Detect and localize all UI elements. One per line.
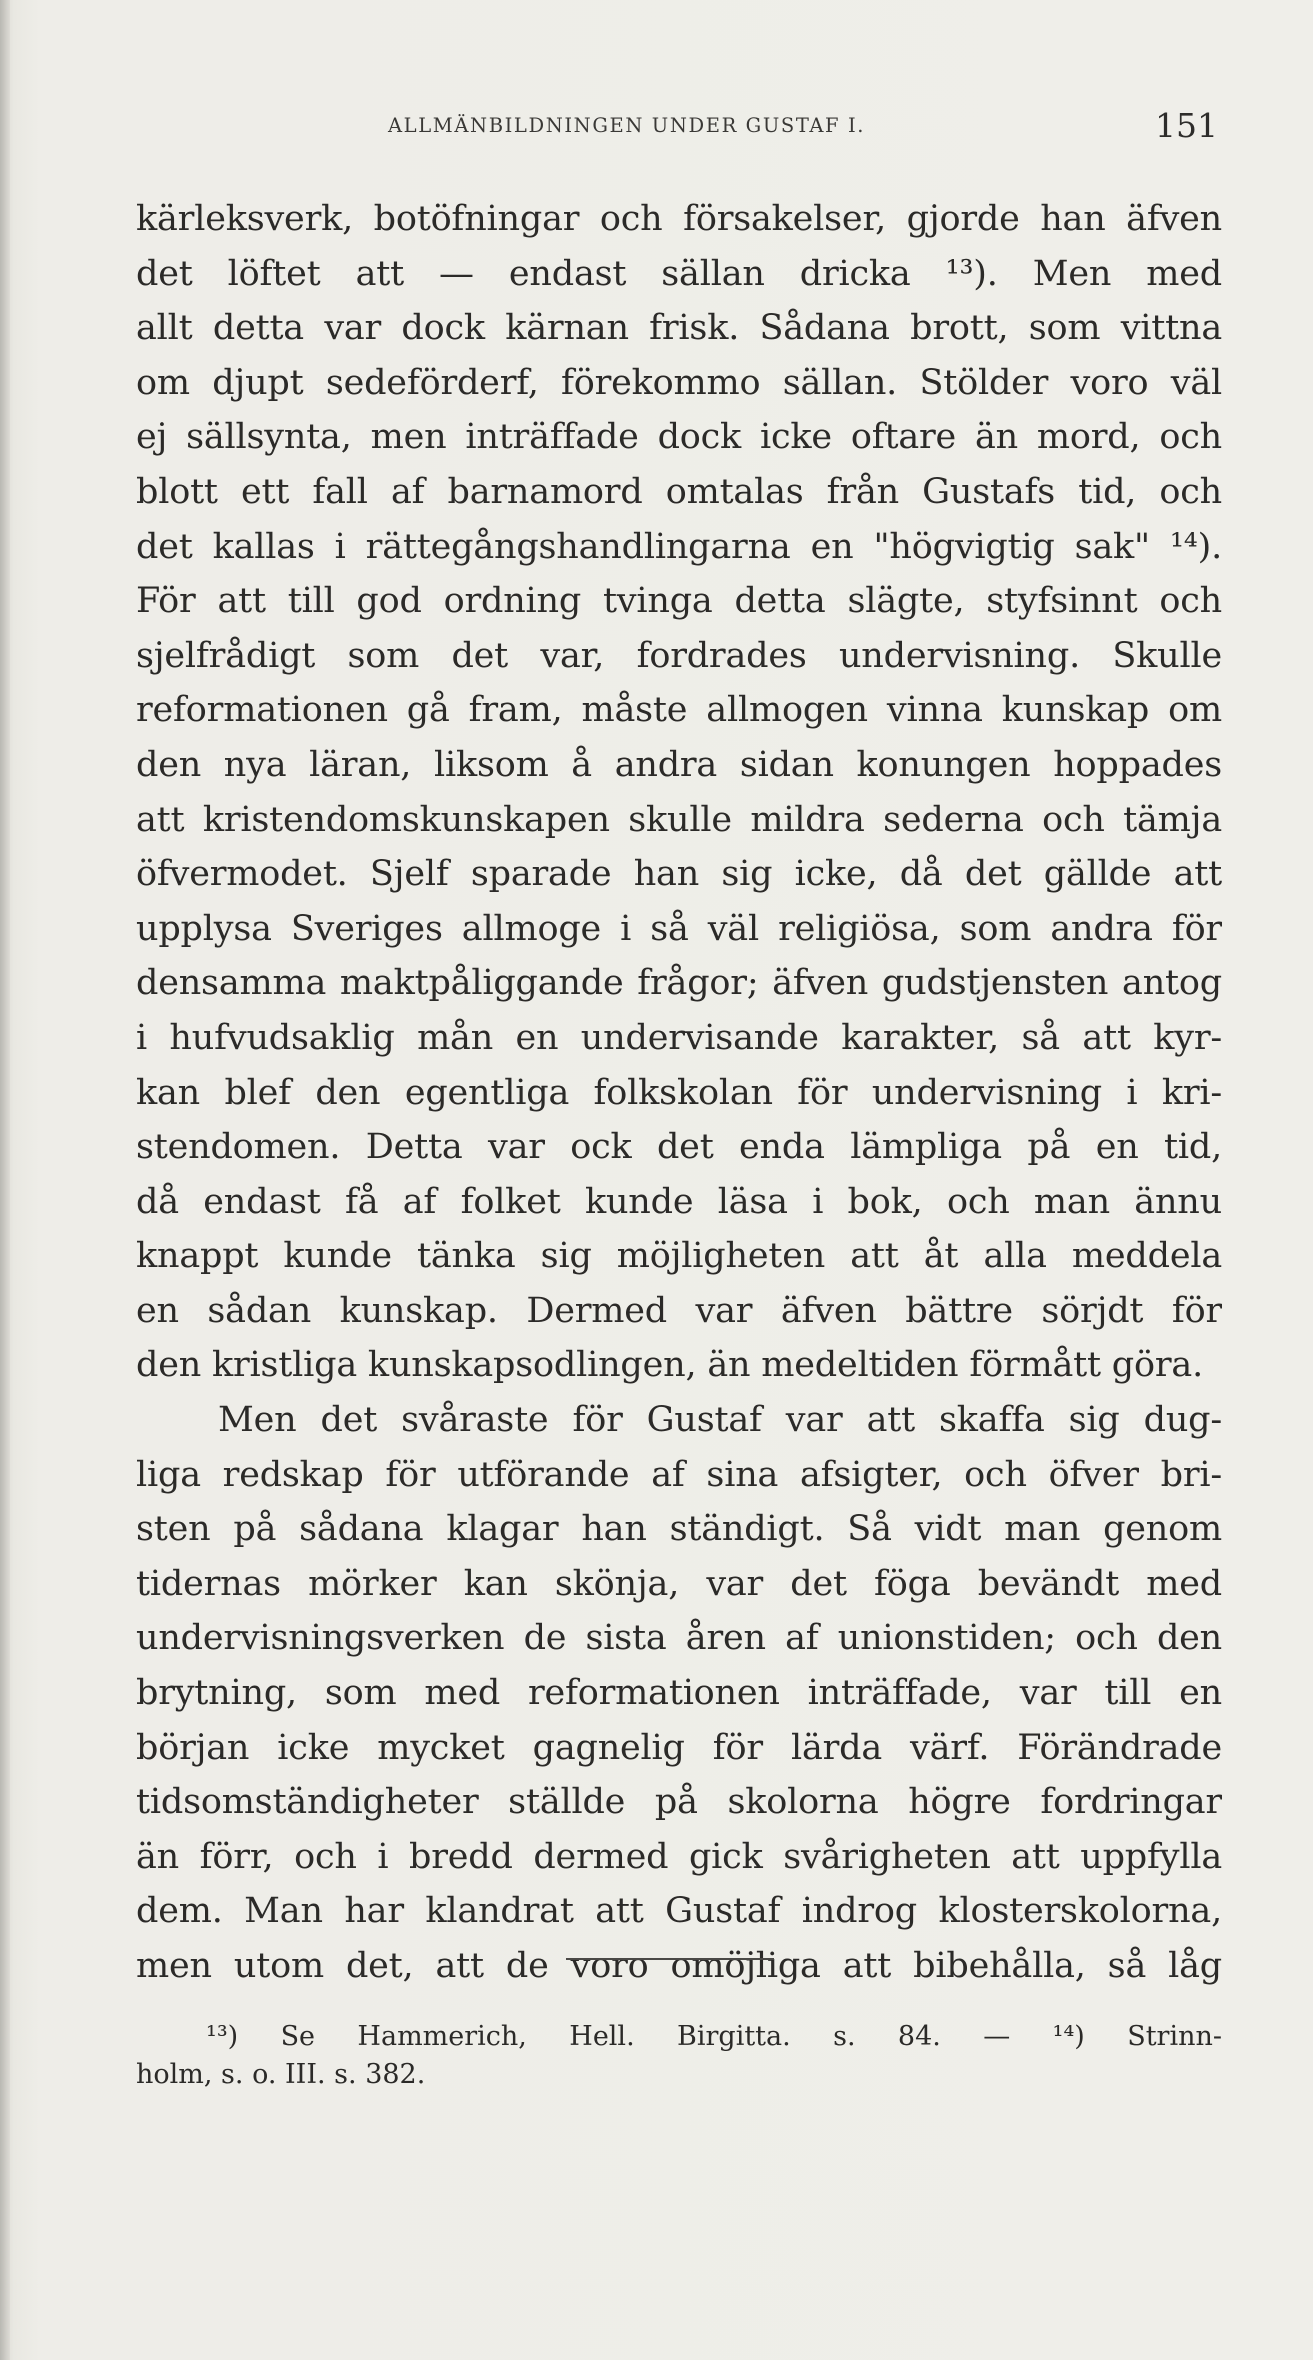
text-line-paragraph-start: Men det svåraste för Gustaf var att skaffa sig dug- — [218, 1400, 1222, 1441]
text-line: blott ett fall af barnamord omtalas från Gustafs tid, och — [136, 471, 1222, 512]
text-line: än förr, och i bredd dermed gick svårigheten att uppfylla — [136, 1836, 1222, 1877]
text-line: den kristliga kunskapsodlingen, än medeltiden förmått göra. — [136, 1345, 1203, 1386]
text-line: att kristendomskunskapen skulle mildra sederna och tämja — [136, 799, 1222, 840]
text-line: densamma maktpåliggande frågor; äfven gudstjensten antog — [136, 963, 1222, 1004]
text-line: den nya läran, liksom å andra sidan konungen hoppades — [136, 744, 1222, 785]
text-line: stendomen. Detta var ock det enda lämpliga på en tid, — [136, 1127, 1222, 1168]
text-line: reformationen gå fram, måste allmogen vinna kunskap om — [136, 690, 1222, 731]
page-number: 151 — [1155, 106, 1218, 145]
text-line: dem. Man har klandrat att Gustaf indrog klosterskolorna, — [136, 1891, 1222, 1932]
text-line: sten på sådana klagar han ständigt. Så vidt man genom — [136, 1509, 1222, 1550]
body-text — [136, 192, 1222, 1994]
text-line: men utom det, att de voro omöjliga att bibehålla, så låg — [136, 1946, 1222, 1986]
text-line: om djupt sedeförderf, förekommo sällan. Stölder voro väl — [136, 362, 1222, 403]
footnote-line: holm, s. o. III. s. 382. — [136, 2059, 426, 2090]
running-head: ALLMÄNBILDNINGEN UNDER GUSTAF I. — [388, 114, 866, 137]
text-line: brytning, som med reformationen inträffade, var till en — [136, 1673, 1222, 1714]
text-line: upplysa Sveriges allmoge i så väl religiösa, som andra för — [136, 908, 1222, 949]
text-line: För att till god ordning tvinga detta slägte, styfsinnt och — [136, 581, 1222, 622]
text-line: kärleksverk, botöfningar och försakelser, gjorde han äfven — [136, 199, 1222, 239]
text-line: undervisningsverken de sista åren af unionstiden; och den — [136, 1618, 1222, 1659]
text-line: tidsomständigheter ställde på skolorna högre fordringar — [136, 1782, 1222, 1823]
footnote-rule — [566, 1958, 774, 1960]
text-line: sjelfrådigt som det var, fordrades undervisning. Skulle — [136, 635, 1222, 676]
text-line: det löftet att — endast sällan dricka ¹³). Men med — [136, 253, 1222, 294]
text-line: tidernas mörker kan skönja, var det föga bevändt med — [136, 1563, 1222, 1604]
text-line: knappt kunde tänka sig möjligheten att åt alla meddela — [136, 1236, 1222, 1277]
text-line: i hufvudsaklig mån en undervisande karakter, så att kyr- — [136, 1017, 1222, 1058]
binding-shadow — [0, 0, 10, 2360]
text-line: allt detta var dock kärnan frisk. Sådana brott, som vittna — [136, 308, 1222, 349]
text-line: det kallas i rättegångshandlingarna en "högvigtig sak" ¹⁴). — [136, 526, 1222, 567]
text-line: öfvermodet. Sjelf sparade han sig icke, då det gällde att — [136, 854, 1222, 895]
text-line: ej sällsynta, men inträffade dock icke oftare än mord, och — [136, 417, 1222, 458]
footnotes — [136, 2018, 1222, 2094]
text-line: en sådan kunskap. Dermed var äfven bättre sörjdt för — [136, 1290, 1222, 1331]
text-line: kan blef den egentliga folkskolan för undervisning i kri- — [136, 1072, 1222, 1113]
footnote-line: ¹³) Se Hammerich, Hell. Birgitta. s. 84. — ¹⁴) Strinn- — [206, 2021, 1222, 2052]
text-line: då endast få af folket kunde läsa i bok, och man ännu — [136, 1181, 1222, 1222]
text-line: början icke mycket gagnelig för lärda värf. Förändrade — [136, 1727, 1222, 1768]
text-line: liga redskap för utförande af sina afsigter, och öfver bri- — [136, 1454, 1222, 1495]
